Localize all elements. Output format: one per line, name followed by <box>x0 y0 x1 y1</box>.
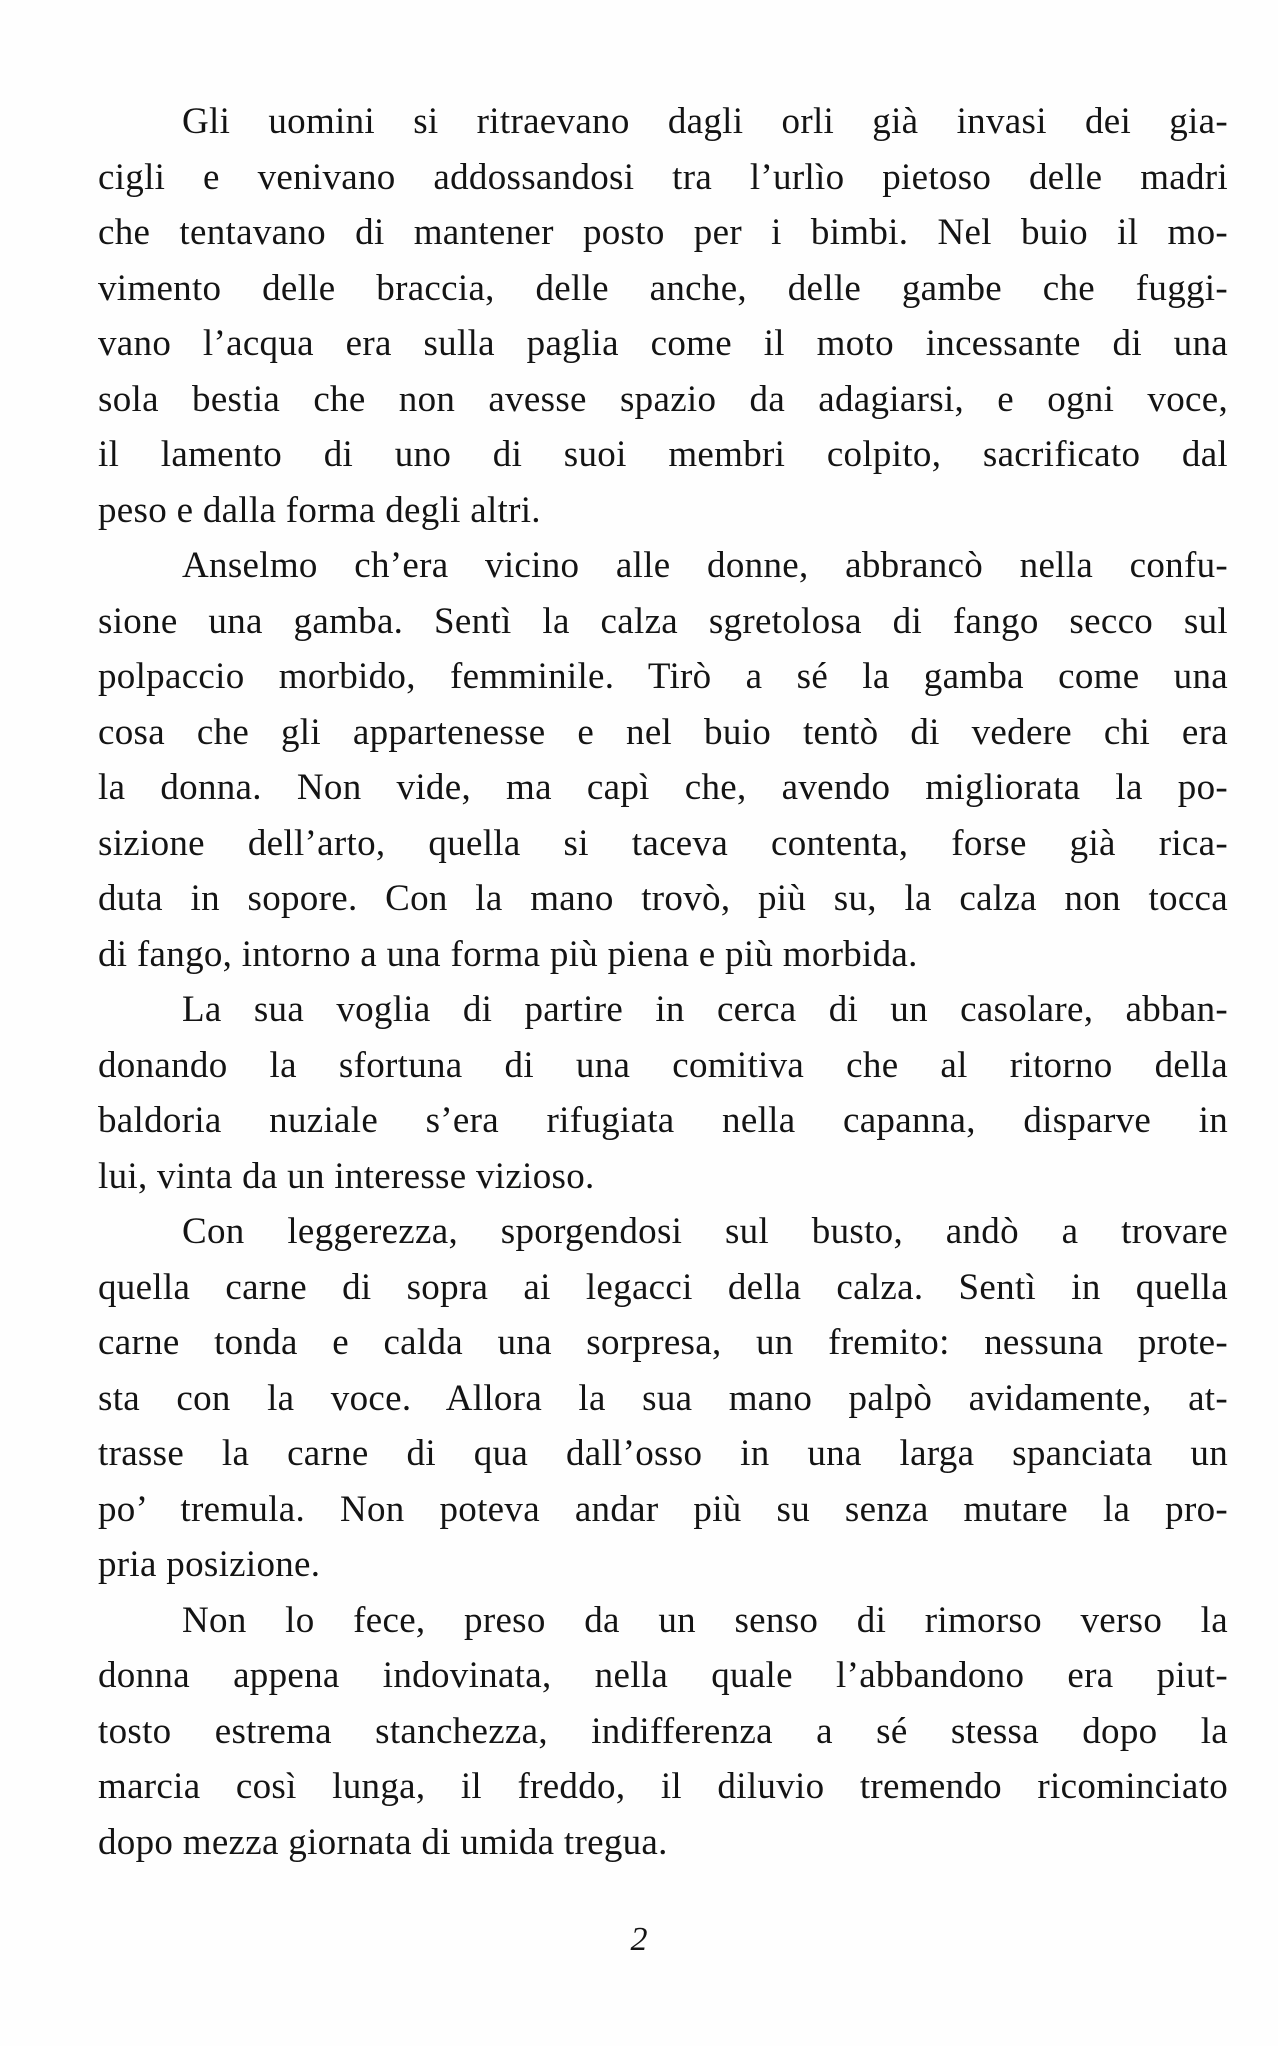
text-line: polpaccio morbido, femminile. Tirò a sé la gamba come una <box>98 656 1228 697</box>
paragraph-3 <box>98 982 1228 1204</box>
text-line: Non lo fece, preso da un senso di rimorso verso la <box>182 1599 1228 1641</box>
text-line: Anselmo ch’era vicino alle donne, abbrancò nella confu- <box>182 545 1228 586</box>
text-line: peso e dalla forma degli altri. <box>98 489 541 531</box>
text-line: donando la sfortuna di una comitiva che al ritorno della <box>98 1044 1228 1086</box>
text-line: donna appena indovinata, nella quale l’abbandono era piut- <box>98 1655 1228 1696</box>
text-line: Gli uomini si ritraevano dagli orli già invasi dei gia- <box>182 101 1228 142</box>
text-line: cosa che gli appartenesse e nel buio tentò di vedere chi era <box>98 711 1228 753</box>
text-line: che tentavano di mantener posto per i bimbi. Nel buio il mo- <box>98 212 1228 253</box>
text-line: duta in sopore. Con la mano trovò, più su, la calza non tocca <box>98 878 1228 919</box>
text-line: di fango, intorno a una forma più piena e più morbida. <box>98 933 918 975</box>
text-line: Con leggerezza, sporgendosi sul busto, andò a trovare <box>182 1211 1228 1252</box>
text-line: marcia così lunga, il freddo, il diluvio tremendo ricominciato <box>98 1766 1228 1807</box>
page-number: 2 <box>630 1921 648 1958</box>
text-line: quella carne di sopra ai legacci della calza. Sentì in quella <box>98 1266 1228 1308</box>
text-line: tosto estrema stanchezza, indifferenza a sé stessa dopo la <box>98 1710 1228 1752</box>
text-line: carne tonda e calda una sorpresa, un fremito: nessuna prote- <box>98 1322 1228 1363</box>
text-line: sola bestia che non avesse spazio da adagiarsi, e ogni voce, <box>98 378 1228 420</box>
paragraph-2 <box>98 538 1228 982</box>
paragraph-4 <box>98 1204 1228 1593</box>
text-line: cigli e venivano addossandosi tra l’urlìo pietoso delle madri <box>98 156 1228 198</box>
body-text <box>98 94 1228 1870</box>
text-line: po’ tremula. Non poteva andar più su senza mutare la pro- <box>98 1488 1228 1530</box>
text-line: vimento delle braccia, delle anche, delle gambe che fuggi- <box>98 267 1228 309</box>
text-line: sione una gamba. Sentì la calza sgretolosa di fango secco sul <box>98 600 1228 642</box>
text-line: La sua voglia di partire in cerca di un casolare, abban- <box>182 989 1228 1030</box>
text-line: la donna. Non vide, ma capì che, avendo migliorata la po- <box>98 767 1228 808</box>
text-line: trasse la carne di qua dall’osso in una larga spanciata un <box>98 1433 1228 1474</box>
text-line: sta con la voce. Allora la sua mano palpò avidamente, at- <box>98 1377 1228 1419</box>
text-line: sizione dell’arto, quella si taceva contenta, forse già rica- <box>98 822 1228 864</box>
text-line: baldoria nuziale s’era rifugiata nella capanna, disparve in <box>98 1100 1228 1141</box>
text-line: il lamento di uno di suoi membri colpito, sacrificato dal <box>98 434 1228 475</box>
text-line: vano l’acqua era sulla paglia come il moto incessante di una <box>98 323 1228 364</box>
text-line: dopo mezza giornata di umida tregua. <box>98 1821 668 1863</box>
text-line: lui, vinta da un interesse vizioso. <box>98 1155 595 1197</box>
text-line: pria posizione. <box>98 1544 321 1585</box>
paragraph-5 <box>98 1593 1228 1871</box>
paragraph-1 <box>98 94 1228 538</box>
